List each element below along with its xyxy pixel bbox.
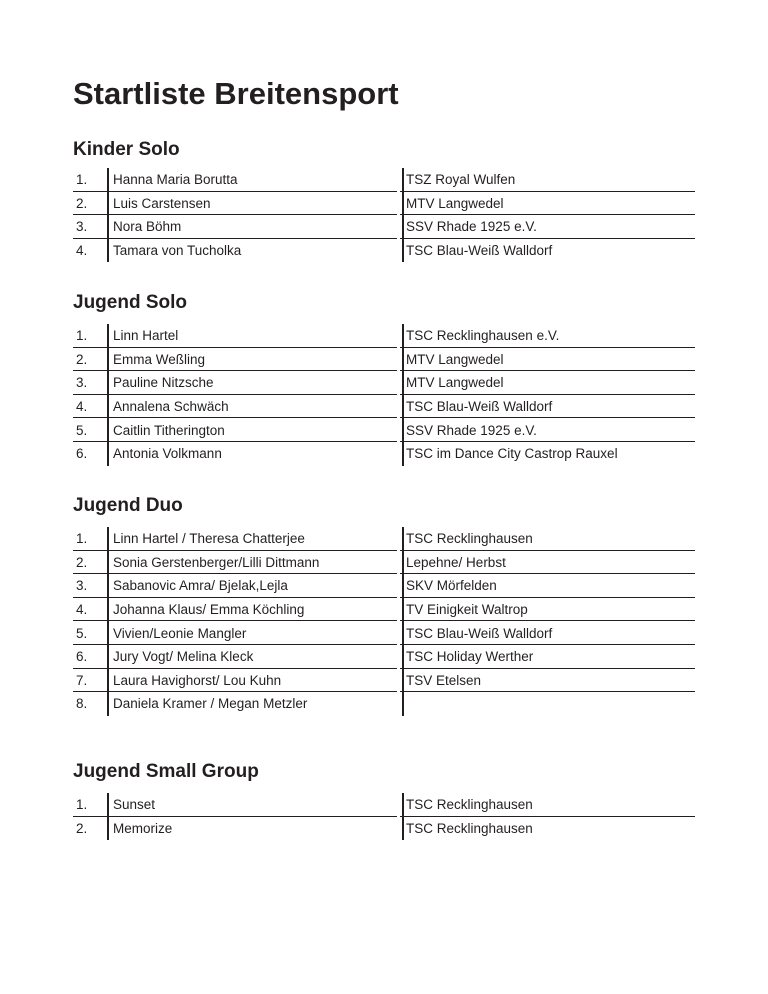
column-divider — [402, 793, 404, 840]
row-number: 4. — [76, 602, 88, 618]
column-divider — [107, 168, 109, 262]
table-row — [73, 348, 695, 372]
row-number: 1. — [76, 531, 88, 547]
participant-name: Sabanovic Amra/ Bjelak,Lejla — [113, 578, 288, 594]
participant-name: Linn Hartel / Theresa Chatterjee — [113, 531, 305, 547]
table-row — [73, 551, 695, 575]
participant-name: Luis Carstensen — [113, 195, 211, 211]
club-name: MTV Langwedel — [406, 195, 504, 211]
table-row — [73, 817, 695, 841]
club-name: TSC Recklinghausen — [406, 820, 533, 836]
column-divider — [402, 527, 404, 716]
table-row — [73, 598, 695, 622]
club-name: TSC Blau-Weiß Walldorf — [406, 243, 553, 259]
table-row — [73, 527, 695, 551]
column-divider — [107, 793, 109, 840]
row-number: 3. — [76, 219, 88, 235]
table-row — [73, 215, 695, 239]
participant-name: Daniela Kramer / Megan Metzler — [113, 696, 308, 712]
row-number: 8. — [76, 696, 88, 712]
row-number: 4. — [76, 399, 88, 415]
table-row — [73, 395, 695, 419]
club-name: MTV Langwedel — [406, 351, 504, 367]
table-row — [73, 371, 695, 395]
row-number: 1. — [76, 797, 88, 813]
table-row — [73, 645, 695, 669]
table-row — [73, 669, 695, 693]
table-row — [73, 574, 695, 598]
column-divider — [402, 324, 404, 466]
table-row — [73, 793, 695, 817]
row-number: 6. — [76, 649, 88, 665]
club-name: TV Einigkeit Waltrop — [406, 602, 528, 618]
participant-name: Hanna Maria Borutta — [113, 172, 238, 188]
participant-name: Caitlin Titherington — [113, 422, 225, 438]
section-title: Jugend Small Group — [73, 761, 259, 782]
start-table — [73, 527, 695, 716]
club-name: TSZ Royal Wulfen — [406, 172, 516, 188]
club-name: TSC Blau-Weiß Walldorf — [406, 399, 553, 415]
start-table — [73, 793, 695, 840]
participant-name: Pauline Nitzsche — [113, 375, 214, 391]
row-number: 5. — [76, 625, 88, 641]
club-name: TSC Recklinghausen — [406, 797, 533, 813]
club-name: Lepehne/ Herbst — [406, 554, 506, 570]
club-name: TSV Etelsen — [406, 672, 482, 688]
participant-name: Vivien/Leonie Mangler — [113, 625, 247, 641]
row-number: 2. — [76, 195, 88, 211]
row-number: 7. — [76, 672, 88, 688]
participant-name: Nora Böhm — [113, 219, 182, 235]
participant-name: Jury Vogt/ Melina Kleck — [113, 649, 254, 665]
row-number: 1. — [76, 172, 88, 188]
column-divider — [107, 324, 109, 466]
column-divider — [402, 168, 404, 262]
column-divider — [107, 527, 109, 716]
section-title: Jugend Solo — [73, 292, 187, 313]
table-row — [73, 418, 695, 442]
row-number: 6. — [76, 446, 88, 462]
participant-name: Linn Hartel — [113, 328, 179, 344]
club-name: SSV Rhade 1925 e.V. — [406, 219, 537, 235]
table-row — [73, 621, 695, 645]
section-title: Jugend Duo — [73, 495, 183, 516]
club-name: SKV Mörfelden — [406, 578, 497, 594]
row-number: 2. — [76, 351, 88, 367]
page-title: Startliste Breitensport — [73, 76, 399, 111]
club-name: TSC Recklinghausen e.V. — [406, 328, 560, 344]
club-name: MTV Langwedel — [406, 375, 504, 391]
table-row — [73, 324, 695, 348]
section-title: Kinder Solo — [73, 139, 180, 160]
participant-name: Memorize — [113, 820, 173, 836]
club-name: TSC Recklinghausen — [406, 531, 533, 547]
start-table — [73, 324, 695, 466]
table-row — [73, 192, 695, 216]
section-jugend-duo — [73, 493, 695, 716]
table-row — [73, 442, 695, 466]
table-row — [73, 692, 695, 716]
participant-name: Johanna Klaus/ Emma Köchling — [113, 602, 305, 618]
start-table — [73, 168, 695, 262]
club-name — [406, 692, 695, 716]
row-number: 3. — [76, 578, 88, 594]
participant-name: Annalena Schwäch — [113, 399, 229, 415]
participant-name: Antonia Volkmann — [113, 446, 222, 462]
club-name: TSC Blau-Weiß Walldorf — [406, 625, 553, 641]
section-jugend-small-group — [73, 759, 695, 840]
row-number: 4. — [76, 243, 88, 259]
participant-name: Laura Havighorst/ Lou Kuhn — [113, 672, 282, 688]
club-name: SSV Rhade 1925 e.V. — [406, 422, 537, 438]
table-row — [73, 168, 695, 192]
participant-name: Sonia Gerstenberger/Lilli Dittmann — [113, 554, 320, 570]
participant-name: Sunset — [113, 797, 156, 813]
row-number: 1. — [76, 328, 88, 344]
participant-name: Emma Weßling — [113, 351, 206, 367]
club-name: TSC im Dance City Castrop Rauxel — [406, 446, 618, 462]
row-number: 3. — [76, 375, 88, 391]
section-kinder-solo — [73, 137, 695, 262]
row-number: 5. — [76, 422, 88, 438]
row-number: 2. — [76, 554, 88, 570]
club-name: TSC Holiday Werther — [406, 649, 534, 665]
participant-name: Tamara von Tucholka — [113, 243, 242, 259]
table-row — [73, 239, 695, 263]
section-jugend-solo — [73, 290, 695, 466]
row-number: 2. — [76, 820, 88, 836]
